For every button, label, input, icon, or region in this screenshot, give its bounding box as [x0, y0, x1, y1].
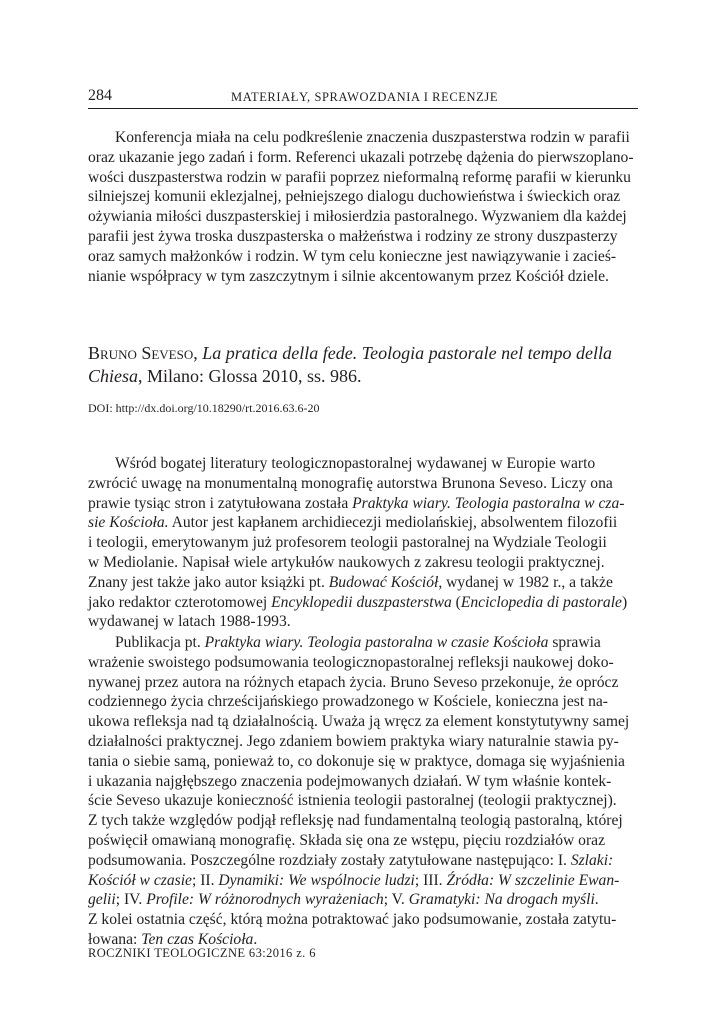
text-line: działalności praktycznej. Jego zdaniem bowiem praktyka wiary naturalnie stawia py-: [88, 732, 619, 750]
review-heading: Bruno Seveso, La pratica della fede. Teologia pastorale nel tempo della Chiesa, Milano: Glossa 2010, ss. 986.: [88, 343, 613, 386]
review-title-cont: Chiesa: [88, 366, 139, 386]
review-publication: , Milano: Glossa 2010, ss. 986.: [138, 366, 362, 386]
text-line: w Mediolanie. Napisał wiele artykułów naukowych z zakresu teologii praktycznej.: [88, 553, 605, 571]
text-line: codziennego życia chrześcijańskiego prowadzonego w Kościele, konieczna jest na-: [88, 693, 608, 711]
doi: DOI: http://dx.doi.org/10.18290/rt.2016.63.6-20: [88, 401, 320, 415]
running-title: MATERIAŁY, SPRAWOZDANIA I RECENZJE: [231, 90, 499, 104]
page-number: 284: [88, 87, 112, 104]
text-line: i ukazania najgłębszego znaczenia podejmowanych działań. W tym właśnie kontek-: [88, 772, 612, 790]
conference-paragraph: [88, 128, 638, 286]
text-line: jako redaktor czterotomowej Encyklopedii duszpasterstwa (Enciclopedia di pastorale): [88, 593, 628, 611]
text-line: Znany jest także jako autor książki pt. Budować Kościół, wydanej w 1982 r., a także: [88, 573, 613, 591]
text-line: tania o siebie samą, ponieważ to, co dokonuje się w praktyce, domaga się wyjaśnienia: [88, 752, 625, 770]
review-author: Bruno Seveso: [88, 343, 194, 363]
text-line: poświęcił omawianą monografię. Składa się ona ze wstępu, pięciu rozdziałów oraz: [88, 831, 606, 849]
text-line: łowana: Ten czas Kościoła.: [88, 930, 258, 948]
text-line: Z kolei ostatnia część, którą można potraktować jako podsumowanie, została zatytu-: [88, 911, 617, 929]
text-line: oraz ukazanie jego zadań i form. Referenci ukazali potrzebę dążenia do pierwszoplano-: [88, 148, 634, 166]
text-line: gelii; IV. Profile: W różnorodnych wyrażeniach; V. Gramatyki: Na drogach myśli.: [88, 891, 599, 909]
text-line: nywanej przez autora na różnych etapach życia. Bruno Seveso przekonuje, że oprócz: [88, 673, 619, 691]
text-line: Z tych także względów podjął refleksję nad fundamentalną teologią pastoralną, której: [88, 812, 623, 830]
text-line: Publikacja pt. Praktyka wiary. Teologia pastoralna w czasie Kościoła sprawia: [115, 634, 601, 651]
text-line: ukowa refleksja nad tą działalnością. Uważa ją wręcz za element konstytutywny samej: [88, 713, 630, 731]
text-line: parafii jest żywa troska duszpasterska o małżeństwa i rodziny ze strony duszpasterzy: [88, 227, 618, 245]
review-paragraph-1: [88, 454, 638, 632]
text-line: prawie tysiąc stron i zatytułowana została Praktyka wiary. Teologia pastoralna w cza-: [88, 494, 625, 512]
text-line: nianie współpracy w tym zaszczytnym i silnie akcentowanym przez Kościół dziele.: [88, 267, 609, 285]
text-line: Konferencja miała na celu podkreślenie znaczenia duszpasterstwa rodzin w parafii: [115, 129, 630, 146]
text-line: podsumowania. Poszczególne rozdziały zostały zatytułowane następująco: I. Szlaki:: [88, 851, 614, 869]
text-line: ożywiania miłości duszpasterskiej i miłosierdzia pastoralnego. Wyzwaniem dla każdej: [88, 208, 627, 226]
text-line: oraz samych małżonków i rodzin. W tym celu konieczne jest nawiązywanie i zacieś-: [88, 247, 617, 265]
text-line: Wśród bogatej literatury teologicznopastoralnej wydawanej w Europie warto: [115, 455, 596, 472]
running-header: [88, 86, 638, 109]
text-line: wości duszpasterstwa rodzin w parafii poprzez nieformalną reformę parafii w kierunku: [88, 168, 631, 186]
text-line: wydawanej w latach 1988-1993.: [88, 613, 291, 631]
text-line: silniejszej komunii eklezjalnej, pełniejszego dialogu duchowieństwa i świeckich oraz: [88, 188, 621, 206]
text-line: zwrócić uwagę na monumentalną monografię autorstwa Brunona Seveso. Liczy ona: [88, 474, 613, 492]
text-line: i teologii, emerytowanym już profesorem teologii pastoralnej na Wydziale Teologii: [88, 534, 607, 552]
text-line: ście Seveso ukazuje konieczność istnienia teologii pastoralnej (teologii praktycznej).: [88, 792, 617, 810]
text-line: wrażenie swoistego podsumowania teologicznopastoralnej refleksji naukowej doko-: [88, 653, 614, 671]
text-line: sie Kościoła. Autor jest kapłanem archidiecezji mediolańskiej, absolwentem filozofii: [88, 514, 618, 532]
review-paragraph-2: [88, 633, 638, 950]
text-line: Kościół w czasie; II. Dynamiki: We wspólnocie ludzi; III. Źródła: W szczelinie Ewan-: [88, 871, 620, 889]
journal-footer: ROCZNIKI TEOLOGICZNE 63:2016 z. 6: [88, 946, 316, 960]
review-title: La pratica della fede. Teologia pastorale nel tempo della: [202, 343, 613, 363]
